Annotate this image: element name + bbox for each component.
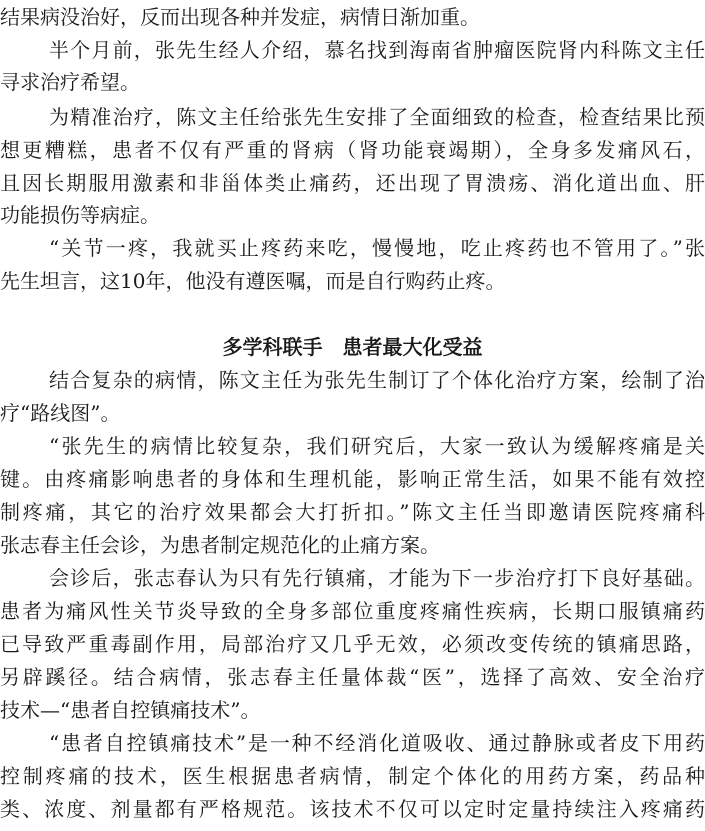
text-line: 控制疼痛的技术，医生根据患者病情，制定个体化的用药方案，药品种 [0, 764, 705, 788]
text-line: 技术—“患者自控镇痛技术”。 [0, 698, 261, 722]
text-line: 另辟蹊径。结合病情，张志春主任量体裁“医”，选择了高效、安全治疗 [0, 665, 705, 689]
text-line: 为精准治疗，陈文主任给张先生安排了全面细致的检查，检查结果比预 [49, 105, 705, 129]
text-line: “张先生的病情比较复杂，我们研究后，大家一致认为缓解疼痛是关 [49, 434, 705, 458]
text-line: “关节一疼，我就买止疼药来吃，慢慢地，吃止疼药也不管用了。”张 [49, 236, 705, 260]
text-line: 已导致严重毒副作用，局部治疗又几乎无效，必须改变传统的镇痛思路， [0, 632, 705, 656]
text-line: 会诊后，张志春认为只有先行镇痛，才能为下一步治疗打下良好基础。 [49, 566, 705, 590]
text-line: 患者为痛风性关节炎导致的全身多部位重度疼痛性疾病，长期口服镇痛药 [0, 599, 705, 623]
text-line: 疗“路线图”。 [0, 401, 121, 425]
text-line: 寻求治疗希望。 [0, 70, 140, 94]
text-line: 半个月前，张先生经人介绍，慕名找到海南省肿瘤医院肾内科陈文主任 [49, 38, 705, 62]
text-line: 先生坦言，这10年，他没有遵医嘱，而是自行购药止疼。 [0, 269, 506, 293]
text-line: 类、浓度、剂量都有严格规范。该技术不仅可以定时定量持续注入疼痛药 [0, 797, 705, 821]
text-line: 且因长期服用激素和非甾体类止痛药，还出现了胃溃疡、消化道出血、肝 [0, 171, 705, 195]
text-line: 结合复杂的病情，陈文主任为张先生制订了个体化治疗方案，绘制了治 [49, 368, 705, 392]
text-line: 键。由疼痛影响患者的身体和生理机能，影响正常生活，如果不能有效控 [0, 467, 705, 491]
text-line: 张志春主任会诊，为患者制定规范化的止痛方案。 [0, 533, 440, 557]
text-line: 功能损伤等病症。 [0, 203, 160, 227]
text-line: 制疼痛，其它的治疗效果都会大打折扣。”陈文主任当即邀请医院疼痛科 [0, 500, 705, 524]
text-line: 结果病没治好，反而出现各种并发症，病情日渐加重。 [0, 5, 480, 29]
section-heading: 多学科联手 患者最大化受益 [222, 335, 483, 359]
text-line: “患者自控镇痛技术”是一种不经消化道吸收、通过静脉或者皮下用药 [49, 731, 705, 755]
text-line: 想更糟糕，患者不仅有严重的肾病（肾功能衰竭期），全身多发痛风石， [0, 138, 705, 162]
